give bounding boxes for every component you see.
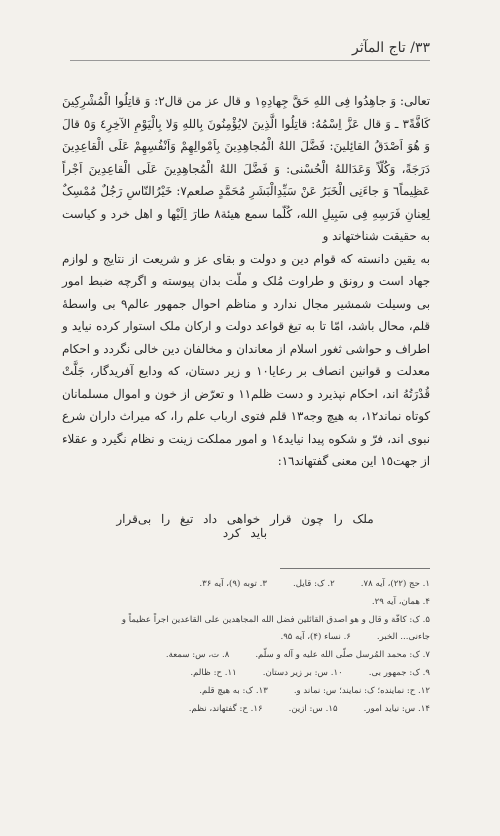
footnotes xyxy=(62,576,430,718)
footnote-row xyxy=(62,629,430,647)
footnote-item: ۶. نساء (۴)، آیه ۹۵. xyxy=(280,632,351,643)
footnote-item: ۱۲. ح: نماینده؛ ک: نمایند؛ س: نماند و. xyxy=(293,685,430,696)
footnote-row xyxy=(62,665,430,683)
verse-line: ملک را چون قرار خواهی داد تیغ را بی‌قرار باید کرد xyxy=(116,512,374,540)
footnote-item: ۵. ک: کافّة و قال و هو اصدق القائلین فضل الله المجاهدین علی القاعدین اجراً عظیماً و xyxy=(121,614,430,625)
footnote-item: ۱۵. س: ازین. xyxy=(288,703,338,714)
footnote-item: جاءنی... الخبر. xyxy=(376,632,430,643)
footnote-row xyxy=(62,701,430,719)
footnote-item: ۱۴. س: نیاید امور. xyxy=(363,703,430,714)
footnote-item: ۴. همان، آیه ۲۹. xyxy=(371,596,430,607)
running-header: ۳۳/ تاج المآثر xyxy=(70,40,430,61)
footnote-row xyxy=(62,647,430,665)
footnote-item: ۹. ک: جمهور بی. xyxy=(368,667,430,678)
footnote-item: ۱۱. ح: ظالم. xyxy=(190,667,237,678)
footnote-row xyxy=(62,683,430,701)
footnote-row xyxy=(62,576,430,594)
paragraph-2: به یقین دانسته که قوام دین و دولت و بقای عز و شریعت از نتایج و لوازم جهاد است و رونق و طراوت مُلک و ملّت بدان پیوسته و اگرچه ضبط امور بی وسیلت شمشیر مجال ندارد و مناظم احوال جمهور عالم٩ بی واسطهٔ قلم، محال باشد، امّا تا به تیغ قواعد دولت و ارکان ملک استوار کرده نیاید و اطراف و حواشی ثغور اسلام از معاندان و مخالفان دین خالی نگردد و احکام معدلت و قوانین انصاف بر رعایا١٠ و زیر دستان، که ودایع آفریدگار، جَلَّتْ قُدْرَتُهُ اند، احکام نپذیرد و دست ظلم١١ و تعرّض از خون و اموال مسلمانان کوتاه نماند١٢، به هیچ وجه١٣ قلم فتوی ارباب علم را، که میراث داران شرع نبوی اند، فرّ و شکوه پیدا نیاید١٤ و امور مملکت زینت و نظام نگیرد و عقلاء از جهت١٥ این معنی گفتهاند١٦: xyxy=(62,251,431,468)
footnote-item: ۱۳. ک: به هیچ قلم. xyxy=(199,685,268,696)
main-text xyxy=(62,90,430,473)
paragraph-1: تعالی: وَ جاهِدُوا فِی اللهِ حَقَّ جِهادِهِ١ و قال عز من قال٢: وَ قاتِلُوا الْمُشْرِکِینَ کَافَّةً٣ ـ وَ قال عَزَّ اِسْمُهُ: قاتِلُوا الَّذِینَ لایُؤْمِنُونَ بِاللهِ وَلا بِالْیَوْمِ الآخِرِ٤ وَ٥ قالَ وَ هُوَ اَصْدَقُ القائِلینَ: فَضَّلَ اللهُ الْمُجاهِدِینَ بِاَمْوالِهِمْ وَاَنْفُسِهِمْ عَلَی الْقاعِدِینَ دَرَجَةً، وَکُلّاً وَعَدَاللهُ الْحُسْنی: وَ فَضَّلَ اللهُ الْمُجاهِدِینَ عَلَی الْقاعِدِینَ اَجْراً عَظِیماً٦ وَ جاءَنِی الْخَبَرُ عَنْ سَیِّدِالْبَشَرِ مُحَمَّدٍ صلعم٧: خَیْرُالنّاسِ رَجُلٌ مُمْسِکٌ لِعِنانِ فَرَسِهِ فِی سَبِیلِ الله، کُلّما سمع هیئة٨ طارَ اِلَیْها و اهل خرد و کیاست به حقیقت شناختهاند و xyxy=(62,94,431,243)
footnote-row xyxy=(62,612,430,630)
footnote-item: ۲. ک: قایل. xyxy=(293,579,335,589)
footnote-item: ۸. ت، س: سمعة. xyxy=(165,650,230,661)
footnote-row xyxy=(62,594,430,612)
footnote-item: ۷. ک: محمد المُرسل صلّی الله علیه و آله و سلّم. xyxy=(255,650,430,661)
footnote-item: ۱. حج (۲۲)، آیه ۷۸. xyxy=(360,579,430,589)
footnote-item: ۳. توبه (۹)، آیه ۳۶. xyxy=(199,579,267,589)
footnote-item: ۱۰. س: بر زیر دستان. xyxy=(262,667,343,678)
footnote-divider xyxy=(280,568,430,569)
footnote-item: ۱۶. ح: گفتهاند، نظم. xyxy=(188,703,263,714)
